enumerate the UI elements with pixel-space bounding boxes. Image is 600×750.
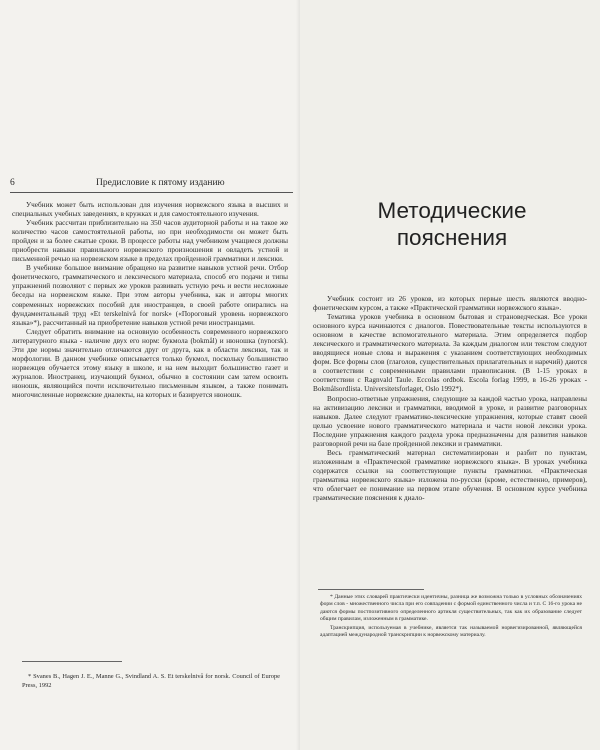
left-paragraph-3: В учебнике большое внимание обращено на развитие навыков устной речи. Отбор фонетического, грамматического и лексического материала, способ его подачи и типы упражнений позволяют с первых же уроков развивать устную речь и вести несложные беседы на норвежском языке. При этом авторы учебника, как и авторы многих современных норвежских пособий для иностранцев, в своей работе опирались на фундаментальный труд «Et terskelnivå for norsk» («Пороговый уровень норвежского языка»*), рассчитанный на приобретение навыков устной речи иностранцами. <box>12 264 288 327</box>
right-paragraph-2: Тематика уроков учебника в основном бытовая и страноведческая. Все уроки основного курса начинаются с диалогов. Повествовательные тексты используются в основном в качестве вспомогательного материала. Этим определяется подбор лексического и грамматического материала. За каждым диалогом или текстом следуют вводящиеся новые слова и выражения с указанием соответствующих необходимых форм. Все формы слов (глаголов, существительных прилагательных и наречий) даются в соответствии с современными правилами правописания. (В 1-15 уроках в соответствии с Ragnvald Taule. Eccolas ordbok. Escola forlag 1999, в 16-26 уроках - Bokmålsordlista. Universitetsforlaget, Oslo 1992*). <box>313 313 587 394</box>
right-body-text <box>313 295 587 503</box>
section-title: Методические пояснения <box>377 198 527 250</box>
footnote-rule <box>22 661 122 662</box>
footnote-rule-right <box>318 589 424 590</box>
header-title: Предисловие к пятому изданию <box>96 178 225 188</box>
page-number: 6 <box>10 178 15 188</box>
right-paragraph-1: Учебник состоит из 26 уроков, из которых первые шесть являются вводно-фонетическим курсом, а также «Практической грамматики норвежского языка». <box>313 295 587 313</box>
right-footnote-2: Транскрипция, используемая в учебнике, является так называемой норвегизированной, являющейся адаптацией международной транскрипции к норвежскому материалу. <box>320 625 582 639</box>
left-footnote: * Svanes B., Hagen J. E., Manne G., Svindland A. S. Et terskelnivå for norsk. Council of Europe Press, 1992 <box>22 673 280 689</box>
left-body-text <box>12 201 288 400</box>
right-paragraph-4: Весь грамматический материал систематизирован и разбит по пунктам, изложенным в «Практической грамматике норвежского языка». В уроках учебника содержатся ссылки на соответствующие пункты грамматики. «Практическая грамматика норвежского языка» изложена по-русски (кроме, естественно, примеров), что облегчает ее понимание на первом этапе обучения. В основном курсе учебника грамматические пояснения к диало- <box>313 448 587 503</box>
running-head <box>10 178 293 192</box>
right-paragraph-3: Вопросно-ответные упражнения, следующие за каждой частью урока, направлены на активизацию лексики и грамматики, вводимой в уроке, и развитие разговорных навыков. Далее следуют грамматико-лексические упражнения, которые ставят своей целью усвоение нового грамматического материала и части новой лексики урока. Последние упражнения каждого раздела урока предназначены для развития навыков разговорной речи на базе пройденной лексики и грамматики. <box>313 394 587 448</box>
right-footnote-1: * Данные этих словарей практически идентичны, разница же возможна только в условных обозначениях форм слов - множественного числа при его совпадении с формой единственного числа и т.п. С 16-го урока не даются формы постпозитивного определенного артикля существительных, так как их образование следует общим правилам, изложенным в грамматике. <box>320 594 582 622</box>
left-paragraph-4: Следует обратить внимание на основную особенность современного норвежского литературного языка - наличие двух его норм: букмола (bokmål) и нюношка (nynorsk). Эти две нормы значительно отличаются друг от друга, как в области лексики, так и морфологии. В данном учебнике описывается только букмол, поскольку большинство норвежцев обучается этому языку в школе, и на нем выходит большинство газет и журналов. Иностранец, изучающий букмол, обычно в состоянии сам затем освоить нюношк, являющийся почти исключительно письменным языком, а также понимать многочисленные норвежские диалекты, на которых и базируется нюношк. <box>12 327 288 399</box>
header-rule <box>10 192 293 193</box>
left-paragraph-2: Учебник рассчитан приблизительно на 350 часов аудиторной работы и на такое же количество часов самостоятельной работы, но при необходимости он может быть пройден и за более сжатые сроки. В процессе работы над учебником учащиеся должны приобрести навыки правильного норвежского произношения и овладеть устной и письменной речью на норвежском языке в пределах пройденной грамматики и лексики. <box>12 219 288 264</box>
right-footnotes <box>320 594 582 642</box>
left-paragraph-1: Учебник может быть использован для изучения норвежского языка в высших и специальных учебных заведениях, в кружках и для самостоятельного изучения. <box>12 201 288 219</box>
